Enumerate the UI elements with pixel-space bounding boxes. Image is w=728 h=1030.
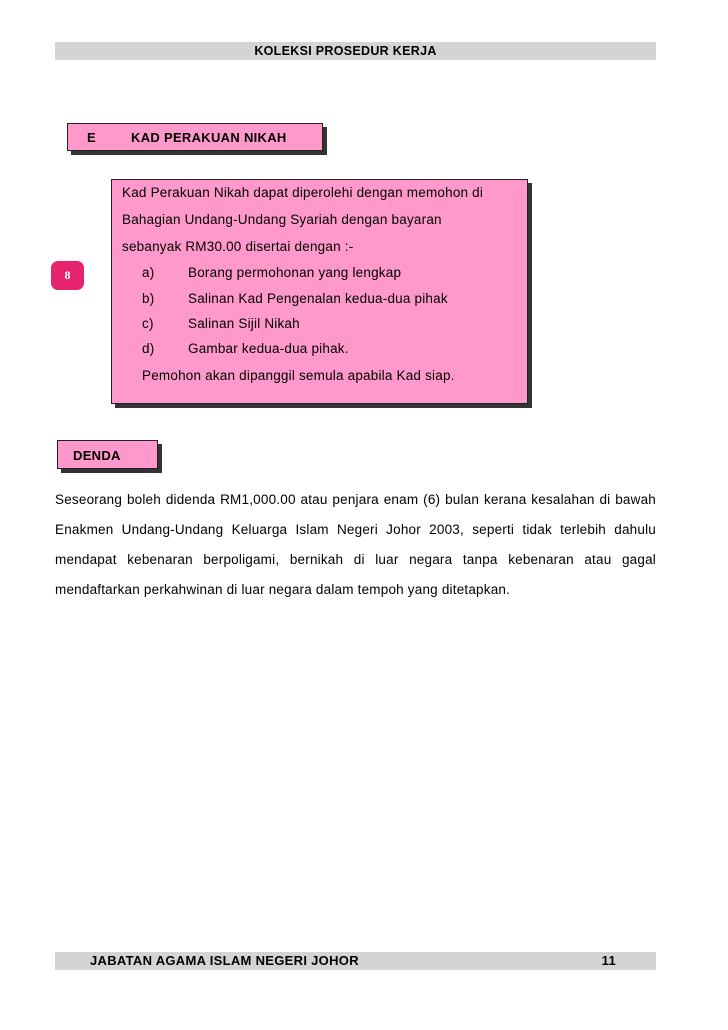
item-b-text: Salinan Kad Pengenalan kedua-dua pihak: [188, 291, 448, 306]
section-e-label: [67, 123, 323, 151]
section-e-letter: E: [87, 130, 96, 145]
item-c-text: Salinan Sijil Nikah: [188, 316, 300, 331]
denda-label: [57, 440, 158, 469]
footer-bar: [55, 952, 656, 970]
denda-paragraph: Seseorang boleh didenda RM1,000.00 atau penjara enam (6) bulan kerana kesalahan di bawah Enakmen Undang-Undang Keluarga Islam Negeri Johor 2003, seperti tidak terlebih dahulu mendapat kebenaran berpoligami, bernikah di luar negara tanpa kebenaran atau gagal mendaftarkan perkahwinan di luar negara dalam tempoh yang ditetapkan.: [55, 492, 656, 597]
procedure-content-box: [111, 179, 528, 404]
intro-line-3: sebanyak RM30.00 disertai dengan :-: [122, 239, 354, 254]
denda-title: DENDA: [73, 448, 121, 463]
intro-line-1: Kad Perakuan Nikah dapat diperolehi dengan memohon di: [122, 185, 484, 200]
closing-line: Pemohon akan dipanggil semula apabila Kad siap.: [142, 368, 455, 383]
step-number-badge: 8: [51, 261, 84, 290]
header-title: KOLEKSI PROSEDUR KERJA: [254, 44, 437, 58]
page-number: 11: [601, 953, 616, 968]
footer-organization: JABATAN AGAMA ISLAM NEGERI JOHOR: [90, 953, 359, 968]
intro-line-2: Bahagian Undang-Undang Syariah dengan bayaran: [122, 212, 442, 227]
item-a-letter: a): [142, 265, 155, 280]
item-b-letter: b): [142, 291, 155, 306]
item-d-text: Gambar kedua-dua pihak.: [188, 341, 349, 356]
item-a-text: Borang permohonan yang lengkap: [188, 265, 402, 280]
item-c-letter: c): [142, 316, 154, 331]
item-d-letter: d): [142, 341, 155, 356]
header-bar: [55, 42, 656, 60]
section-e-title: KAD PERAKUAN NIKAH: [131, 130, 287, 145]
